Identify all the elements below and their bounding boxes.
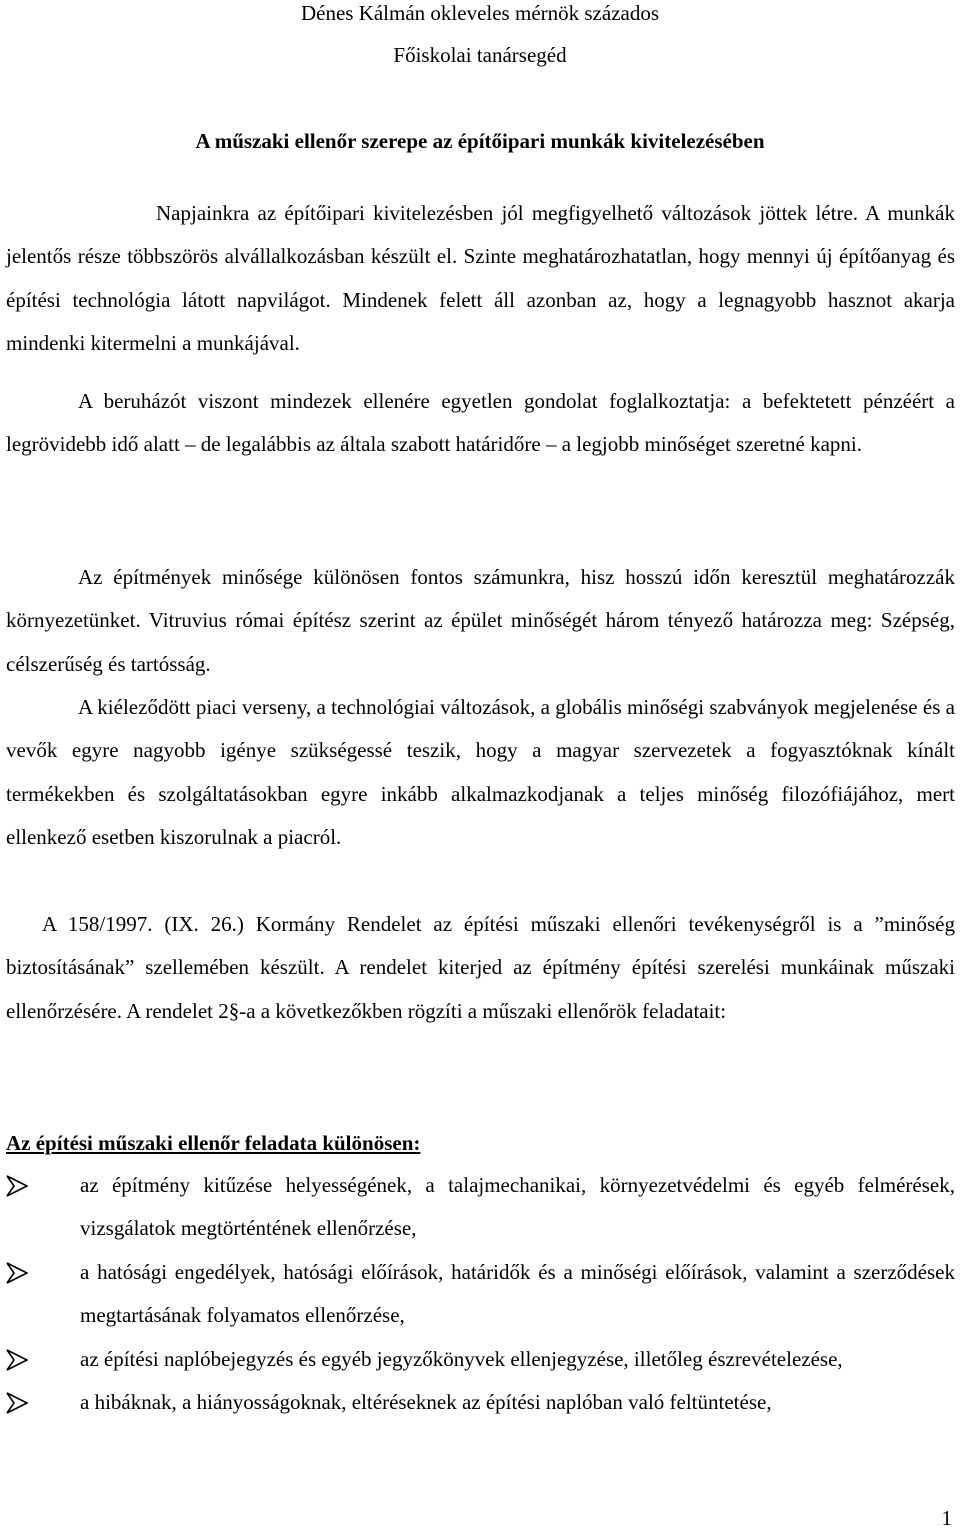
arrowhead-icon — [6, 1349, 28, 1371]
document-title: A műszaki ellenőr szerepe az építőipari munkák kivitelezésében — [195, 129, 765, 153]
list-item — [6, 1338, 955, 1381]
author-line: Dénes Kálmán okleveles mérnök százados — [300, 1, 660, 25]
paragraph-5: A 158/1997. (IX. 26.) Kormány Rendelet az építési műszaki ellenőri tevékenységről is a ”minőség biztosításának” szellemében készült. A rendelet kiterjed az építmény építési szerelési munkáinak műszaki ellenőrzésére. A rendelet 2§-a a következőkben rögzíti a műszaki ellenőrök feladatait: — [6, 912, 955, 1023]
paragraph-1: Napjainkra az építőipari kivitelezésben jól megfigyelhető változások jöttek létre. A munkák jelentős része többszörös alvállalkozásban készült el. Szinte meghatározhatatlan, hogy mennyi új építőanyag és építési technológia látott napvilágot. Mindenek felett áll azonban az, hogy a legnagyobb hasznot akarja mindenki kitermelni a munkájával. — [6, 201, 955, 356]
list-item — [6, 1381, 955, 1424]
paragraph-2: A beruházót viszont mindezek ellenére egyetlen gondolat foglalkoztatja: a befektetett pénzéért a legrövidebb idő alatt – de legalábbis az általa szabott határidőre – a legjobb minőséget szeretné kapni. — [6, 389, 955, 457]
paragraph-3: Az építmények minősége különösen fontos számunkra, hisz hosszú időn keresztül meghatározzák környezetünket. Vitruvius római építész szerint az épület minőségét három tényező határozza meg: Szépség, célszerűség és tartósság. — [6, 565, 955, 676]
paragraph-4: A kiéleződött piaci verseny, a technológiai változások, a globális minőségi szabványok megjelenése és a vevők egyre nagyobb igénye szükségessé teszik, hogy a magyar szervezetek a fogyasztóknak kínált termékekben és szolgáltatásokban egyre inkább alkalmazkodjanak a teljes minőség filozófiájához, mert ellenkező esetben kiszorulnak a piacról. — [6, 695, 955, 850]
list-item-text: a hatósági engedélyek, hatósági előírások, határidők és a minőségi előírások, valamint a szerződések megtartásának folyamatos ellenőrzése, — [80, 1259, 955, 1328]
page-number: 1 — [941, 1506, 952, 1530]
arrowhead-icon — [6, 1392, 28, 1414]
list-item — [6, 1251, 955, 1338]
list-item-text: az építési naplóbejegyzés és egyéb jegyzőkönyvek ellenjegyzése, illetőleg észrevételezése, — [80, 1346, 843, 1371]
list-item-text: a hibáknak, a hiányosságoknak, eltéréseknek az építési naplóban való feltüntetése, — [80, 1390, 772, 1415]
arrowhead-icon — [6, 1175, 28, 1197]
arrowhead-icon — [6, 1262, 28, 1284]
section-heading: Az építési műszaki ellenőr feladata különösen: — [6, 1131, 421, 1155]
list-item — [6, 1164, 955, 1251]
task-list — [6, 1164, 955, 1424]
position-line: Főiskolai tanársegéd — [393, 43, 567, 67]
list-item-text: az építmény kitűzése helyességének, a talajmechanikai, környezetvédelmi és egyéb felmérések, vizsgálatok megtörténtének ellenőrzése, — [80, 1173, 955, 1241]
